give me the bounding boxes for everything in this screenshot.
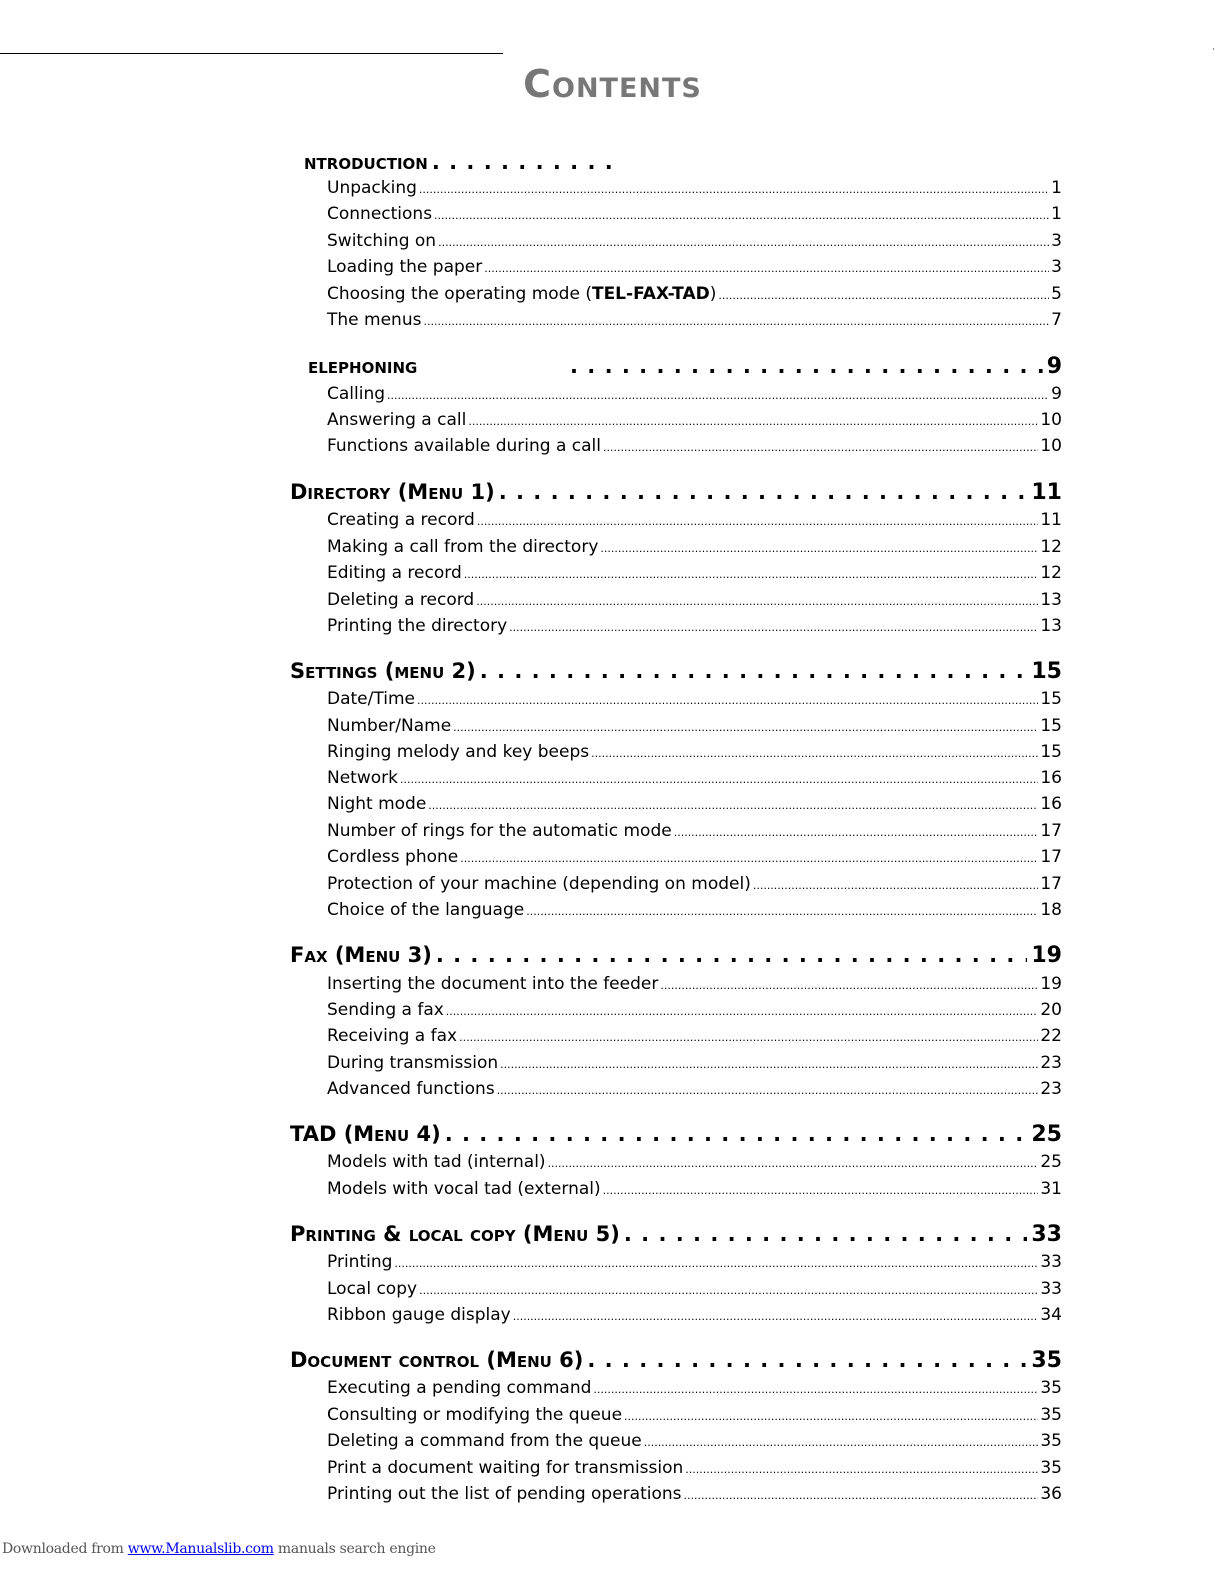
entry-title: Models with tad (internal)	[327, 1152, 546, 1172]
section-title: Fax (Menu 3)	[290, 943, 432, 967]
leader-dots	[753, 879, 1039, 892]
toc-entry[interactable]	[327, 742, 1062, 762]
page-number: 15	[1031, 659, 1062, 684]
page-number: 11	[1031, 480, 1062, 505]
toc-entry[interactable]	[327, 689, 1062, 709]
leader-dots	[600, 542, 1038, 555]
page-number: 17	[1040, 874, 1062, 894]
entry-title	[327, 284, 716, 304]
manualslib-link[interactable]: www.Manualslib.com	[127, 1541, 274, 1557]
page-number: 23	[1040, 1053, 1062, 1073]
page-number: 3	[1051, 257, 1062, 277]
page-number: 31	[1040, 1179, 1062, 1199]
page-number: 25	[1040, 1152, 1062, 1172]
toc-entry[interactable]	[327, 510, 1062, 530]
page-number: 3	[1051, 231, 1062, 251]
toc-section-directory[interactable]	[290, 480, 1062, 505]
entry-title: Models with vocal tad (external)	[327, 1179, 601, 1199]
leader-dots	[674, 826, 1039, 839]
toc-section-introduction[interactable]	[304, 150, 624, 174]
leader-dots	[436, 943, 1028, 967]
page-number: 16	[1040, 768, 1062, 788]
page-number: 19	[1040, 974, 1062, 994]
page-number: 35	[1031, 1348, 1062, 1373]
page-number: 13	[1040, 590, 1062, 610]
leader-dots	[419, 183, 1049, 196]
toc-entry[interactable]	[327, 1026, 1062, 1046]
entry-title: Printing	[327, 1252, 393, 1272]
toc-section-telephoning[interactable]	[308, 354, 1062, 379]
page-number: 18	[1040, 900, 1062, 920]
toc-entry[interactable]	[327, 436, 1062, 456]
leader-dots	[587, 1348, 1027, 1372]
leader-dots	[513, 1310, 1039, 1323]
entry-title: Printing out the list of pending operations	[327, 1484, 682, 1504]
leader-dots	[718, 289, 1049, 302]
page-number: 16	[1040, 794, 1062, 814]
entry-title: Night mode	[327, 794, 427, 814]
section-title: Directory (Menu 1)	[290, 480, 495, 504]
toc-entry[interactable]	[327, 1484, 1062, 1504]
leader-dots	[464, 568, 1039, 581]
toc-entry[interactable]	[327, 900, 1062, 920]
toc-section-tad[interactable]	[290, 1122, 1062, 1147]
leader-dots	[685, 1463, 1038, 1476]
entry-title: Editing a record	[327, 563, 462, 583]
leader-dots	[593, 1383, 1038, 1396]
entry-title: Making a call from the directory	[327, 537, 599, 557]
entry-title: Date/Time	[327, 689, 415, 709]
toc-entry[interactable]	[327, 1305, 1062, 1325]
entry-title: Deleting a command from the queue	[327, 1431, 642, 1451]
section-title: ntroduction	[304, 150, 428, 174]
footer	[2, 1541, 436, 1557]
page-number: 15	[1040, 689, 1062, 709]
leader-dots	[660, 979, 1038, 992]
leader-dots	[603, 1184, 1039, 1197]
entry-title: Number/Name	[327, 716, 452, 736]
leader-dots	[419, 1284, 1038, 1297]
leader-dots	[453, 721, 1038, 734]
leader-dots	[387, 389, 1049, 402]
leader-dots	[591, 747, 1038, 760]
toc-entry[interactable]	[327, 537, 1062, 557]
toc-entry[interactable]	[327, 310, 1062, 330]
toc-entry[interactable]	[327, 1179, 1062, 1199]
leader-dots	[499, 480, 1028, 504]
entry-title: During transmission	[327, 1053, 499, 1073]
entry-title: Print a document waiting for transmission	[327, 1458, 684, 1478]
toc-entry[interactable]	[327, 768, 1062, 788]
leader-dots	[480, 659, 1028, 683]
leader-dots	[434, 209, 1049, 222]
page-number: 10	[1040, 410, 1062, 430]
toc-entry[interactable]	[327, 284, 1062, 304]
entry-title: Advanced functions	[327, 1079, 495, 1099]
page-number: 17	[1040, 821, 1062, 841]
toc-entry[interactable]	[327, 384, 1062, 404]
toc-entry[interactable]	[327, 257, 1062, 277]
toc-entry[interactable]	[327, 1405, 1062, 1425]
leader-dots	[445, 1122, 1028, 1146]
leader-dots	[438, 236, 1049, 249]
leader-dots	[428, 799, 1038, 812]
page-number: 34	[1040, 1305, 1062, 1325]
entry-title: Sending a fax	[327, 1000, 444, 1020]
page-number: 20	[1040, 1000, 1062, 1020]
toc-entry[interactable]	[327, 1431, 1062, 1451]
toc-entry[interactable]	[327, 1079, 1062, 1099]
section-title: Printing & local copy (Menu 5)	[290, 1222, 620, 1246]
section-title: Settings (menu 2)	[290, 659, 476, 683]
page-number: 35	[1040, 1378, 1062, 1398]
page-number: 1	[1051, 178, 1062, 198]
page-number: 7	[1051, 310, 1062, 330]
leader-dots	[526, 905, 1038, 918]
toc-entry[interactable]	[327, 821, 1062, 841]
toc-entry[interactable]	[327, 590, 1062, 610]
toc-section-fax[interactable]	[290, 943, 1062, 968]
toc-entry[interactable]	[327, 1000, 1062, 1020]
entry-title: Local copy	[327, 1279, 418, 1299]
corner-mark	[1213, 48, 1214, 50]
toc-entry[interactable]	[327, 1152, 1062, 1172]
entry-title: Connections	[327, 204, 433, 224]
entry-title: Choice of the language	[327, 900, 525, 920]
entry-title: Network	[327, 768, 398, 788]
leader-dots	[603, 441, 1038, 454]
leader-dots	[500, 1058, 1038, 1071]
section-title: TAD (Menu 4)	[290, 1122, 441, 1146]
entry-title: Ribbon gauge display	[327, 1305, 511, 1325]
leader-dots	[446, 1005, 1039, 1018]
leader-dots	[394, 1257, 1038, 1270]
toc-section-document-control[interactable]	[290, 1348, 1062, 1373]
leader-dots	[509, 621, 1038, 634]
page-number: 13	[1040, 616, 1062, 636]
leader-dots	[477, 515, 1039, 528]
toc-section-printing[interactable]	[290, 1222, 1062, 1247]
page-number: 9	[1051, 384, 1062, 404]
page-number: 35	[1040, 1431, 1062, 1451]
leader-dots	[423, 315, 1049, 328]
toc-entry[interactable]	[327, 874, 1062, 894]
leader-dots	[400, 773, 1038, 786]
toc-entry[interactable]	[327, 616, 1062, 636]
leader-dots	[570, 354, 1043, 378]
entry-title-suffix: )	[709, 284, 717, 304]
page-number: 33	[1031, 1222, 1062, 1247]
page-number: 11	[1040, 510, 1062, 530]
toc-entry[interactable]	[327, 847, 1062, 867]
entry-title: Printing the directory	[327, 616, 508, 636]
toc-entry[interactable]	[327, 563, 1062, 583]
entry-title: Unpacking	[327, 178, 417, 198]
page-number: 19	[1031, 943, 1062, 968]
toc-entry[interactable]	[327, 794, 1062, 814]
entry-title: Number of rings for the automatic mode	[327, 821, 672, 841]
page-number: 12	[1040, 537, 1062, 557]
leader-dots	[468, 415, 1038, 428]
toc-entry[interactable]	[327, 204, 1062, 224]
toc-entry[interactable]	[327, 1458, 1062, 1478]
page-number: 33	[1040, 1252, 1062, 1272]
leader-dots	[624, 1410, 1038, 1423]
section-title: elephoning	[308, 354, 418, 378]
toc-entry[interactable]	[327, 1053, 1062, 1073]
toc-entry[interactable]	[327, 1378, 1062, 1398]
page-number: 35	[1040, 1405, 1062, 1425]
page-number: 12	[1040, 563, 1062, 583]
toc-entry[interactable]	[327, 1252, 1062, 1272]
entry-title: Deleting a record	[327, 590, 475, 610]
entry-title: Calling	[327, 384, 386, 404]
page-number: 33	[1040, 1279, 1062, 1299]
page-number: 23	[1040, 1079, 1062, 1099]
toc-entry[interactable]	[327, 974, 1062, 994]
toc-entry[interactable]	[327, 1279, 1062, 1299]
entry-title: Receiving a fax	[327, 1026, 458, 1046]
entry-title: Switching on	[327, 231, 437, 251]
entry-title: Answering a call	[327, 410, 467, 430]
page-number: 36	[1040, 1484, 1062, 1504]
leader-dots	[548, 1157, 1039, 1170]
table-of-contents	[290, 0, 1062, 1585]
page-number: 17	[1040, 847, 1062, 867]
leader-dots	[497, 1084, 1039, 1097]
entry-title: Inserting the document into the feeder	[327, 974, 659, 994]
entry-title: Ringing melody and key beeps	[327, 742, 590, 762]
toc-entry[interactable]	[327, 410, 1062, 430]
leader-dots	[684, 1489, 1039, 1502]
page-number: 22	[1040, 1026, 1062, 1046]
toc-entry[interactable]	[327, 231, 1062, 251]
page-number: 35	[1040, 1458, 1062, 1478]
leader-dots	[476, 595, 1038, 608]
footer-prefix: Downloaded from	[2, 1541, 128, 1557]
page-number: 15	[1040, 742, 1062, 762]
page-number: 5	[1051, 284, 1062, 304]
leader-dots	[624, 1222, 1028, 1246]
entry-title: Consulting or modifying the queue	[327, 1405, 623, 1425]
entry-title: Functions available during a call	[327, 436, 601, 456]
section-title: Document control (Menu 6)	[290, 1348, 584, 1372]
leader-dots	[644, 1436, 1039, 1449]
leader-dots	[460, 852, 1038, 865]
footer-suffix: manuals search engine	[273, 1541, 436, 1557]
leader-dots	[417, 694, 1038, 707]
page-title: Contents	[523, 62, 702, 106]
toc-entry[interactable]	[327, 178, 1062, 198]
entry-title: Protection of your machine (depending on model)	[327, 874, 751, 894]
leader-dots	[484, 262, 1049, 275]
entry-title: Loading the paper	[327, 257, 483, 277]
entry-title: The menus	[327, 310, 422, 330]
entry-title: Executing a pending command	[327, 1378, 592, 1398]
page-number: 15	[1040, 716, 1062, 736]
page-number: 9	[1046, 354, 1062, 379]
leader-dots	[459, 1031, 1038, 1044]
entry-title-mode: TEL-FAX-TAD	[591, 284, 710, 304]
entry-title: Cordless phone	[327, 847, 459, 867]
entry-title: Creating a record	[327, 510, 475, 530]
toc-section-settings[interactable]	[290, 659, 1062, 684]
page-number: 1	[1051, 204, 1062, 224]
toc-entry[interactable]	[327, 716, 1062, 736]
entry-title-text: Choosing the operating mode (	[327, 284, 592, 304]
page-number: 10	[1040, 436, 1062, 456]
leader-dots	[432, 150, 620, 174]
page-number: 25	[1031, 1122, 1062, 1147]
